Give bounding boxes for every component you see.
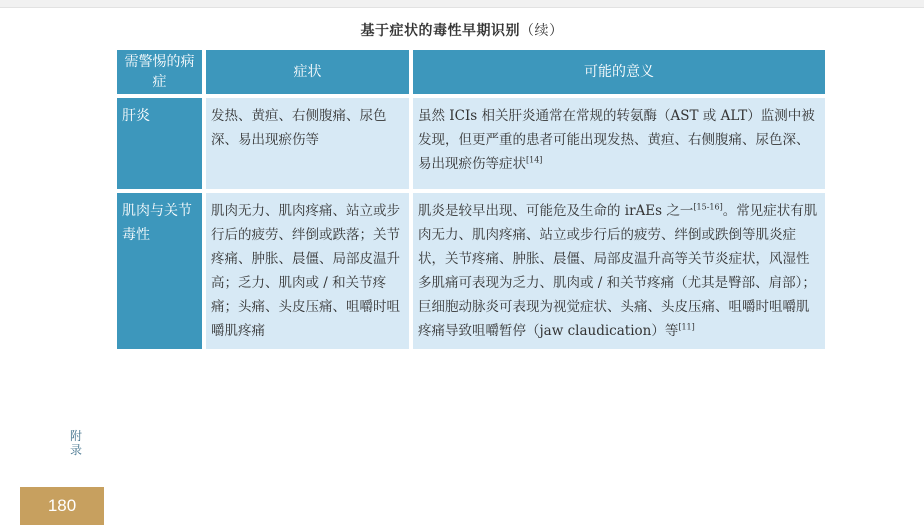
citation-ref: [11] [678, 322, 695, 332]
citation-ref: [15-16] [693, 202, 723, 212]
appendix-side-label: 附录 [69, 429, 82, 457]
symptoms-cell: 发热、黄疸、右侧腹痛、尿色深、易出现瘀伤等 [206, 98, 409, 189]
meaning-text: 肌炎是较早出现、可能危及生命的 irAEs 之一 [418, 203, 694, 219]
meaning-cell [413, 98, 825, 189]
title-cont: （续） [520, 23, 564, 39]
condition-cell: 肝炎 [117, 98, 202, 189]
page-title [0, 20, 924, 40]
meaning-text: 虽然 ICIs 相关肝炎通常在常规的转氨酶（AST 或 ALT）监测中被发现，但更严重的患者可能出现发热、黄疸、右侧腹痛、尿色深、易出现瘀伤等症状 [418, 108, 815, 172]
toxicity-table [113, 46, 829, 353]
header-condition: 需警惕的病症 [117, 50, 202, 94]
symptoms-cell: 肌肉无力、肌肉疼痛、站立或步行后的疲劳、绊倒或跌落；关节疼痛、肿胀、晨僵、局部皮温升高；乏力、肌肉或 / 和关节疼痛；头痛、头皮压痛、咀嚼时咀嚼肌疼痛 [206, 193, 409, 349]
title-main: 基于症状的毒性早期识别 [360, 23, 520, 39]
meaning-text: 。常见症状有肌肉无力、肌肉疼痛、站立或步行后的疲劳、绊倒或跌倒等肌炎症状，关节疼痛、肿胀、晨僵、局部皮温升高等关节炎症状，风湿性多肌痛可表现为乏力、肌肉或 / 和关节疼痛（尤其是臀部、肩部）；巨细胞动脉炎可表现为视觉症状、头痛、头皮压痛、咀嚼时咀嚼肌疼痛导致咀嚼暂停（jaw claudication）等 [418, 203, 818, 339]
page-number: 180 [20, 487, 104, 525]
header-meaning: 可能的意义 [413, 50, 825, 94]
table-row [117, 193, 825, 349]
citation-ref: [14] [526, 155, 543, 165]
table-header-row [117, 50, 825, 94]
table-row [117, 98, 825, 189]
top-bar [0, 0, 924, 8]
condition-cell: 肌肉与关节毒性 [117, 193, 202, 349]
meaning-cell [413, 193, 825, 349]
header-symptoms: 症状 [206, 50, 409, 94]
